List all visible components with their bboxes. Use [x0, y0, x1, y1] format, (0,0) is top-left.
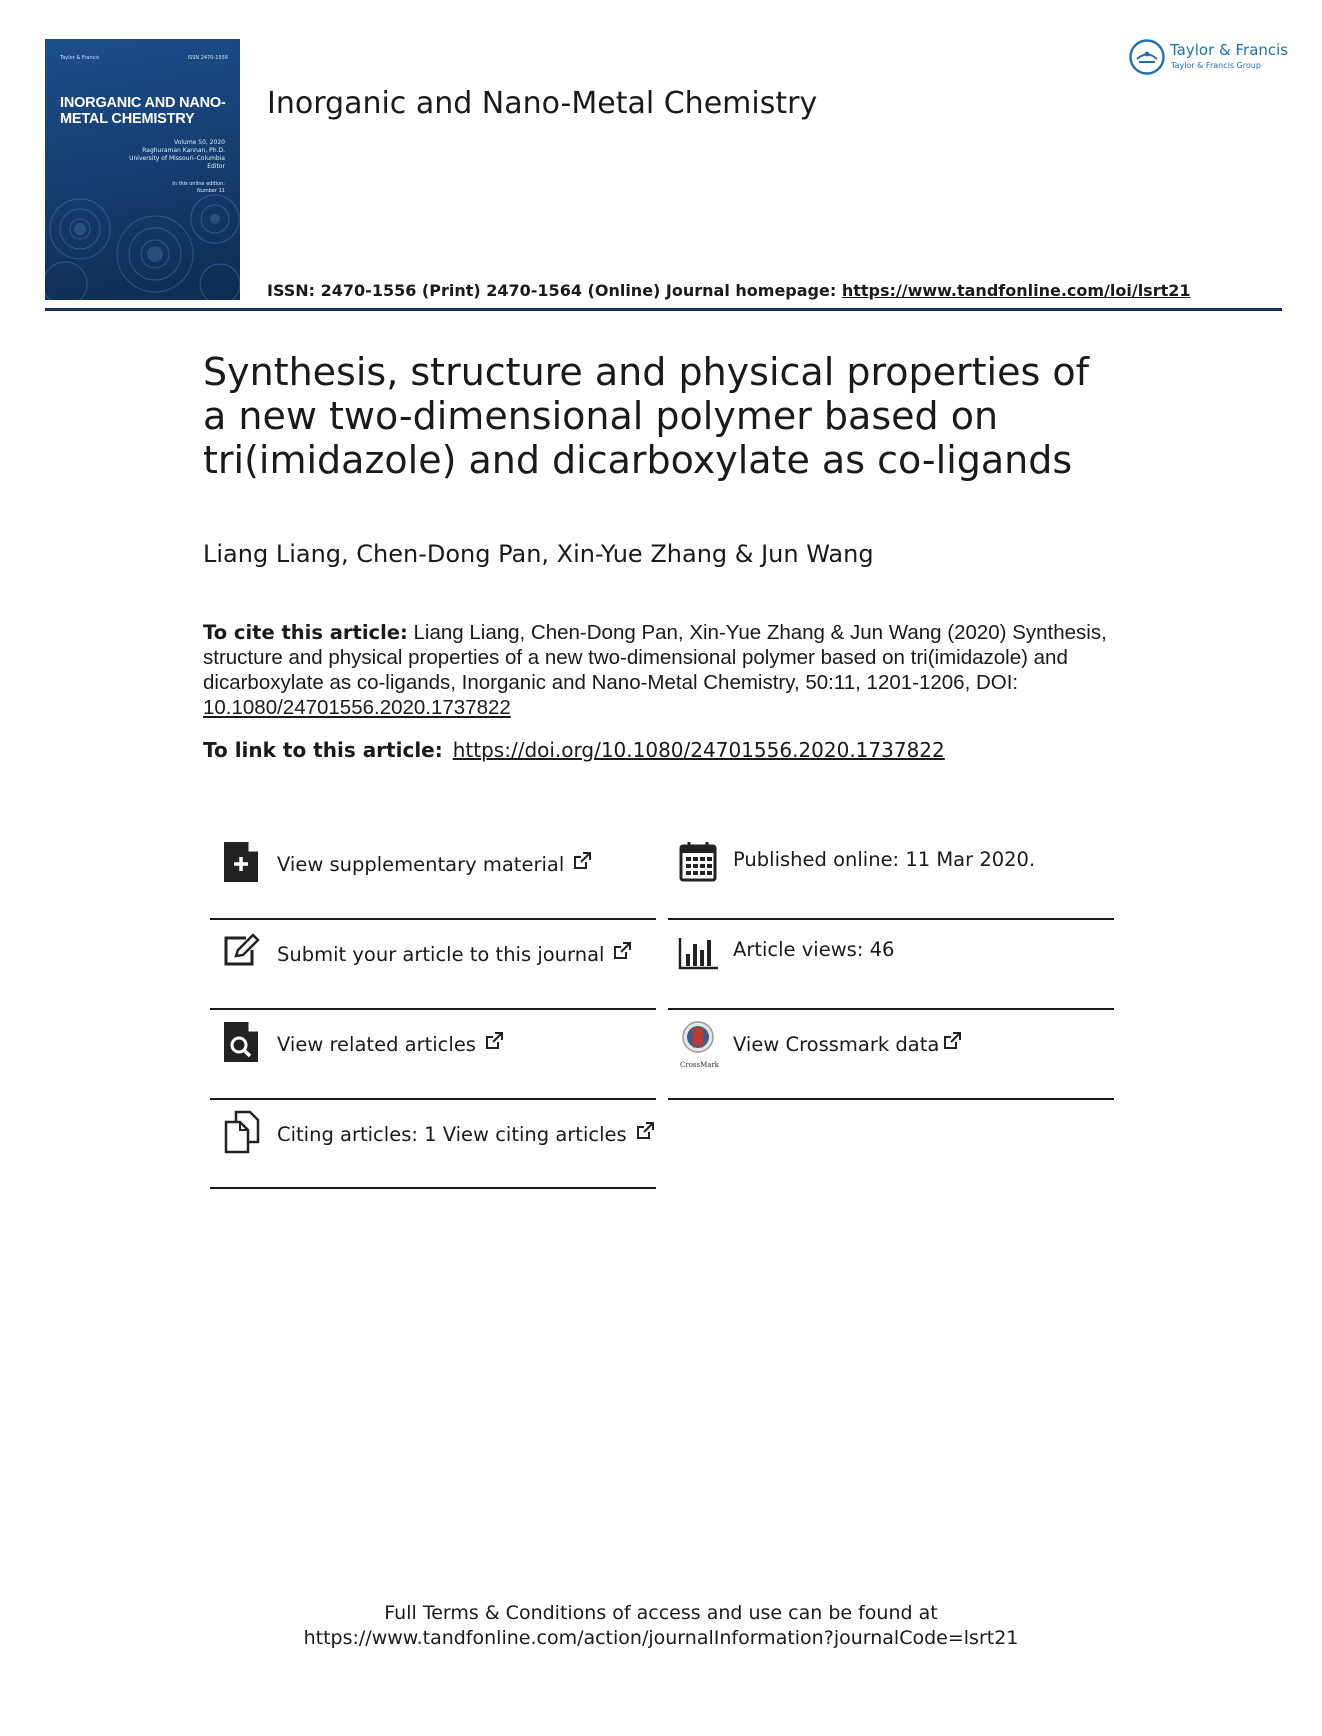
article-views-item	[668, 930, 1114, 1010]
related-articles-item[interactable]	[212, 1020, 656, 1100]
copy-documents-icon	[222, 1110, 262, 1154]
cover-editor-name: Raghuraman Kannan, Ph.D.	[142, 147, 225, 154]
external-link-icon	[612, 941, 632, 961]
link-label: To link to this article:	[203, 738, 443, 762]
crossmark-item[interactable]	[668, 1020, 1114, 1100]
file-plus-icon	[222, 840, 262, 884]
cover-volume: Volume 50, 2020	[174, 139, 225, 146]
cite-text: Liang Liang, Chen-Dong Pan, Xin-Yue Zhang & Jun Wang (2020) Synthesis, structure and physical properties of a new two-dimensional polymer based on tri(imidazole) and dicarboxylate as co-ligands, Inorganic and Nano-Metal Chemistry, 50:11, 1201-1206, DOI:	[203, 621, 1107, 694]
divider	[210, 1008, 656, 1010]
bar-chart-icon	[678, 930, 718, 974]
submit-label: Submit your article to this journal	[277, 943, 605, 966]
issn-line	[267, 281, 1191, 300]
external-link-icon	[484, 1031, 504, 1051]
journal-name: Inorganic and Nano-Metal Chemistry	[267, 86, 818, 121]
journal-cover	[45, 39, 240, 300]
cover-bubbles-image	[45, 189, 240, 300]
supplementary-label: View supplementary material	[277, 853, 565, 876]
footer-line-1: Full Terms & Conditions of access and use can be found at	[384, 1602, 938, 1624]
divider	[210, 918, 656, 920]
cover-edition-number: Number 11	[196, 188, 225, 194]
calendar-icon	[678, 840, 718, 884]
logo-group: Taylor & Francis Group	[1171, 61, 1261, 70]
issn-text: ISSN: 2470-1556 (Print) 2470-1564 (Online) Journal homepage:	[267, 281, 842, 300]
divider	[210, 1187, 656, 1189]
citing-label: Citing articles: 1 View citing articles	[277, 1123, 627, 1146]
supplementary-material-item[interactable]	[212, 840, 656, 920]
crossmark-label: View Crossmark data	[733, 1033, 940, 1056]
cover-editor-role: Editor	[207, 163, 225, 170]
cover-editor-affil: University of Missouri–Columbia	[129, 155, 225, 162]
cover-publisher: Taylor & Francis	[60, 55, 100, 61]
link-line	[203, 738, 945, 762]
footer-terms-link[interactable]: https://www.tandfonline.com/action/journalInformation?journalCode=lsrt21	[303, 1627, 1019, 1649]
views-label: Article views: 46	[733, 938, 895, 961]
taylor-francis-emblem-icon	[1128, 38, 1166, 76]
divider	[210, 1098, 656, 1100]
journal-homepage-link[interactable]: https://www.tandfonline.com/loi/lsrt21	[841, 281, 1191, 300]
taylor-francis-logo	[1128, 38, 1288, 78]
external-link-icon	[942, 1031, 962, 1051]
submit-article-item[interactable]	[212, 930, 656, 1010]
published-label: Published online: 11 Mar 2020.	[733, 848, 1036, 871]
divider	[668, 1098, 1114, 1100]
citation-block	[203, 620, 1123, 720]
search-document-icon	[222, 1020, 262, 1064]
article-doi-link[interactable]: https://doi.org/10.1080/24701556.2020.1737822	[452, 738, 945, 762]
article-title: Synthesis, structure and physical properties of a new two-dimensional polymer based on tri(imidazole) and dicarboxylate as co-ligands	[203, 350, 1089, 482]
cite-label: To cite this article:	[203, 621, 408, 644]
logo-name: Taylor & Francis	[1170, 41, 1289, 59]
external-link-icon	[635, 1121, 655, 1141]
crossmark-icon	[678, 1020, 718, 1064]
divider	[668, 918, 1114, 920]
citing-articles-item[interactable]	[212, 1110, 656, 1190]
edit-icon	[222, 930, 262, 974]
cite-doi-link[interactable]: 10.1080/24701556.2020.1737822	[203, 696, 511, 719]
related-label: View related articles	[277, 1033, 476, 1056]
article-authors: Liang Liang, Chen-Dong Pan, Xin-Yue Zhang & Jun Wang	[203, 540, 874, 568]
cover-edition-label: In this online edition:	[172, 181, 225, 187]
header-divider	[45, 308, 1282, 311]
published-online-item	[668, 840, 1114, 920]
cover-volume-block	[129, 139, 225, 171]
footer	[0, 1601, 1322, 1651]
cover-title: INORGANIC AND NANO-METAL CHEMISTRY	[60, 95, 226, 127]
crossmark-badge-label: CrossMark	[680, 1061, 720, 1069]
cover-issn: ISSN 2470-1556	[187, 55, 228, 61]
external-link-icon	[572, 851, 592, 871]
divider	[668, 1008, 1114, 1010]
